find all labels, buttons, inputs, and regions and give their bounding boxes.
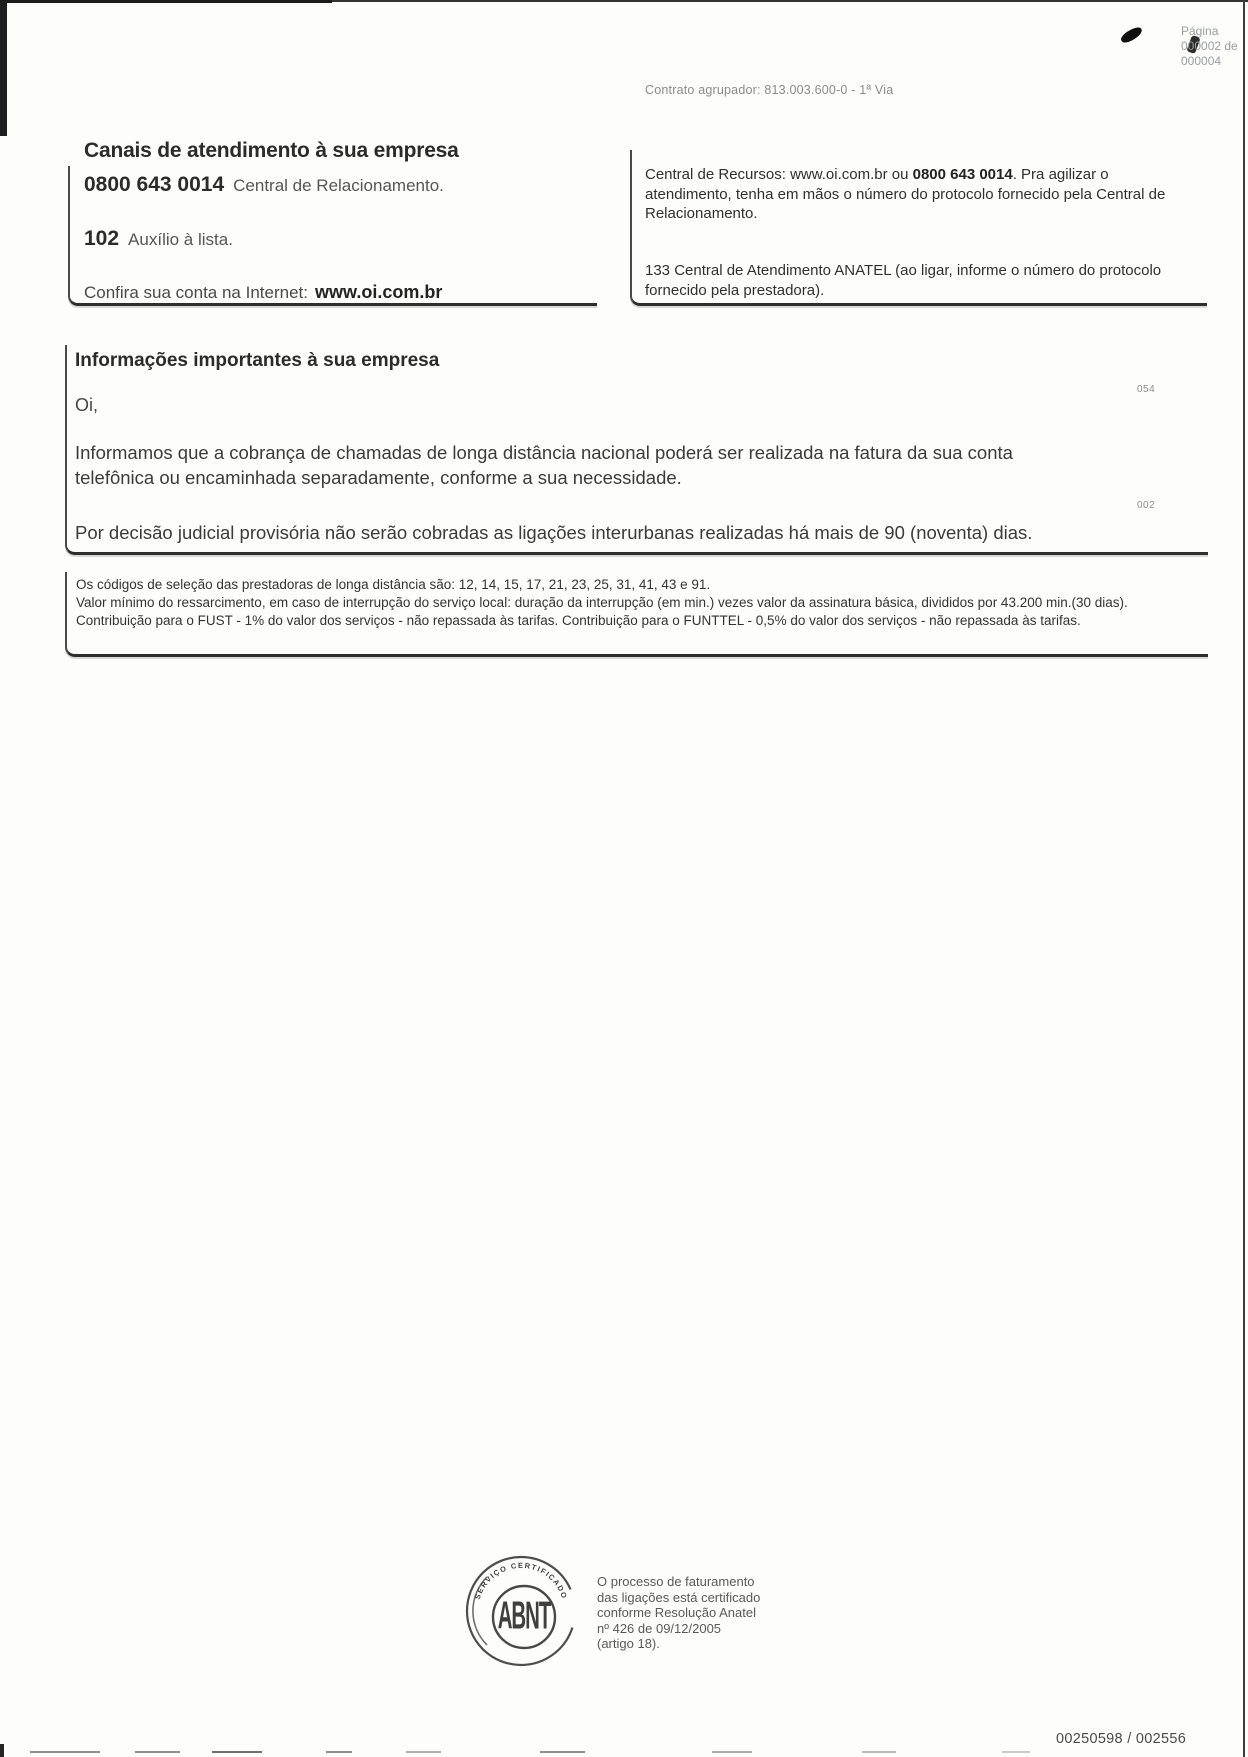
- scan-bottom-dash: [135, 1751, 180, 1753]
- informacoes-box: [65, 345, 1208, 555]
- page-number-block: [1181, 24, 1238, 69]
- fineprint-line: Valor mínimo do ressarcimento, em caso de interrupção do serviço local: duração da interrupção (em min.) vezes valor da assinatura básica, divididos por 43.200 min.(30 dias).: [76, 594, 1128, 610]
- stamp-caption-line: O processo de faturamento: [597, 1574, 755, 1589]
- scan-bottom-dash: [30, 1751, 100, 1753]
- auxilio-row: [84, 227, 233, 251]
- stamp-caption-line: nº 426 de 09/12/2005: [597, 1620, 722, 1636]
- canais-box: [68, 166, 597, 306]
- auxilio-label: Auxílio à lista.: [128, 230, 233, 249]
- greeting-text: Oi,: [75, 395, 99, 415]
- recursos-paragraph: [645, 165, 1195, 224]
- stamp-caption-line: (artigo 18).: [597, 1636, 660, 1652]
- abnt-logo-text: ABNT: [497, 1593, 551, 1638]
- fineprint-box: [65, 572, 1208, 657]
- page-number-current: 000002 de: [1181, 39, 1238, 53]
- internet-row: [84, 282, 442, 303]
- internet-label: Confira sua conta na Internet:: [84, 283, 308, 302]
- scan-bottom-dash: [712, 1751, 752, 1753]
- stamp-arc-text: SERVIÇO CERTIFICADO: [472, 1560, 570, 1601]
- scan-edge-bottom-nub: [0, 1744, 4, 1757]
- anatel-paragraph: 133 Central de Atendimento ANATEL (ao ligar, informe o número do protocolo fornecido pela prestadora).: [645, 262, 1162, 299]
- fineprint-line: Contribuição para o FUST - 1% do valor dos serviços - não repassada às tarifas. Contribuição para o FUNTTEL - 0,5% do valor dos serviços - não repassada às tarifas.: [76, 612, 1081, 628]
- scan-bottom-dash: [862, 1751, 896, 1753]
- recursos-phone-number: 0800 643 0014: [912, 166, 1013, 183]
- stamp-caption-line: conforme Resolução Anatel: [597, 1605, 756, 1621]
- message-code-2: 002: [1137, 500, 1156, 511]
- recursos-text-before: Central de Recursos: www.oi.com.br ou: [645, 166, 913, 183]
- pen-mark-icon: [1119, 25, 1144, 45]
- stamp-caption: [597, 1574, 760, 1652]
- page-number-total: 000004: [1181, 54, 1222, 68]
- scan-bottom-dash: [326, 1751, 352, 1753]
- abnt-certification-stamp-icon: [462, 1553, 582, 1673]
- billing-notice-paragraph: Informamos que a cobrança de chamadas de longa distância nacional poderá ser realizada na fatura da sua conta telefônica ou encaminhada separadamente, conforme a sua necessidade.: [75, 442, 1013, 488]
- scan-bottom-dash: [1002, 1751, 1030, 1753]
- scan-edge-right-line: [1243, 0, 1245, 1757]
- stamp-caption-line: das ligações está certificado: [597, 1589, 761, 1605]
- phone-row: [84, 173, 444, 197]
- recursos-box: [630, 150, 1207, 306]
- page-number-label: Página: [1181, 24, 1219, 38]
- scan-edge-top-dark: [0, 0, 332, 3]
- website-url: www.oi.com.br: [314, 282, 443, 302]
- judicial-notice-paragraph: Por decisão judicial provisória não serão cobradas as ligações interurbanas realizadas há mais de 90 (noventa) dias.: [75, 522, 1033, 543]
- phone-label: Central de Relacionamento.: [233, 176, 444, 195]
- auxilio-number: 102: [84, 227, 120, 250]
- scan-bottom-dash: [540, 1751, 585, 1753]
- recursos-text-after: . Pra agilizar o atendimento, tenha em mãos o número do protocolo fornecido pela Central de Relacionamento.: [645, 166, 1166, 222]
- fineprint-line: Os códigos de seleção das prestadoras de longa distância são: 12, 14, 15, 17, 21, 23, 25, 31, 41, 43 e 91.: [76, 577, 711, 592]
- fineprint-text: [76, 576, 1198, 629]
- informacoes-heading: Informações importantes à sua empresa: [75, 350, 440, 371]
- scan-edge-left-strip: [0, 0, 7, 136]
- phone-number: 0800 643 0014: [84, 173, 225, 196]
- scan-bottom-dash: [406, 1751, 441, 1753]
- contract-group-line: Contrato agrupador: 813.003.600-0 - 1ª Via: [645, 83, 894, 97]
- document-footer-code: 00250598 / 002556: [1056, 1731, 1187, 1747]
- message-code-1: 054: [1137, 384, 1156, 395]
- canais-heading: Canais de atendimento à sua empresa: [84, 139, 459, 162]
- scan-bottom-dash: [212, 1751, 262, 1753]
